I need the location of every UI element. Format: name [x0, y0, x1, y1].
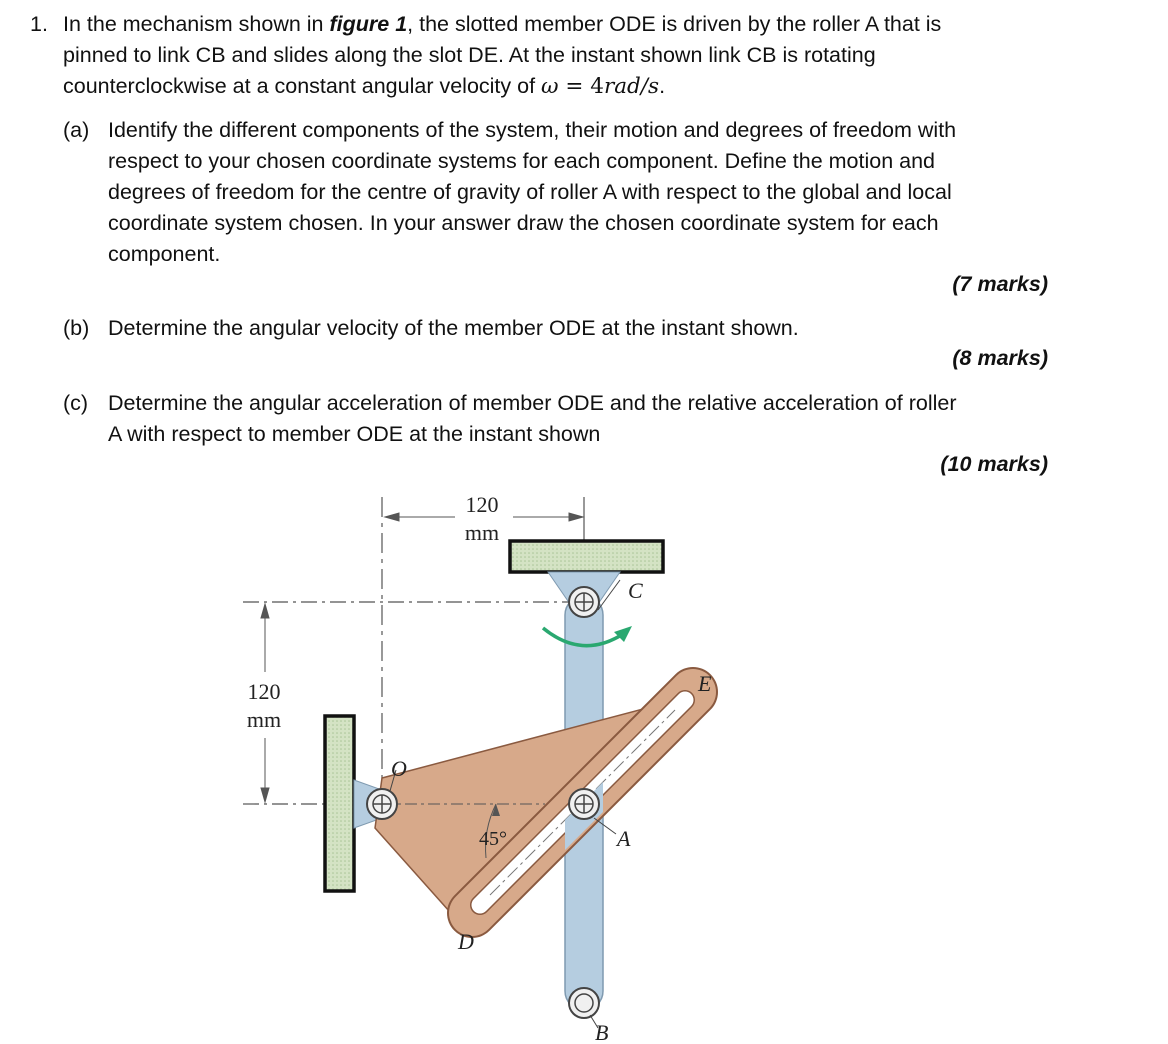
- label-e: E: [698, 671, 712, 696]
- part-c-line-2: A with respect to member ODE at the instant shown: [108, 422, 601, 446]
- part-a-label: (a): [63, 118, 90, 142]
- part-a-line-5: component.: [108, 242, 221, 266]
- label-d: D: [458, 929, 474, 954]
- dimension-v-value: 120: [247, 679, 281, 704]
- question-intro-line-2: pinned to link CB and slides along the slot DE. At the instant shown link CB is rotating: [63, 43, 876, 67]
- intro-text-3a: counterclockwise at a constant angular velocity of: [63, 74, 542, 98]
- omega-unit: rad/s: [603, 74, 660, 99]
- equals-sign: =: [558, 74, 591, 99]
- dimension-h-value: 120: [465, 492, 499, 517]
- part-a-line-4: coordinate system chosen. In your answer draw the chosen coordinate system for each: [108, 211, 939, 235]
- part-c-marks: (10 marks): [940, 452, 1048, 476]
- dimension-h-arrow-left: [385, 513, 399, 521]
- dimension-v-arrow-bottom: [261, 788, 269, 802]
- omega-symbol: ω: [541, 74, 559, 99]
- part-c-line-1: Determine the angular acceleration of member ODE and the relative acceleration of roller: [108, 391, 957, 415]
- dimension-h-unit: mm: [464, 520, 500, 545]
- label-b: B: [595, 1020, 609, 1044]
- part-b-line-1: Determine the angular velocity of the member ODE at the instant shown.: [108, 316, 799, 340]
- roller-a: [569, 789, 599, 819]
- intro-text-1a: In the mechanism shown in: [63, 12, 330, 36]
- label-a: A: [617, 826, 631, 851]
- dimension-v-unit: mm: [246, 707, 282, 732]
- top-fixed-support: [510, 541, 663, 572]
- label-o: O: [391, 756, 407, 781]
- angle-label: 45°: [479, 828, 507, 850]
- part-a-marks: (7 marks): [952, 272, 1048, 296]
- intro-text-1b: , the slotted member ODE is driven by the roller A that is: [407, 12, 942, 36]
- part-a-line-1: Identify the different components of the system, their motion and degrees of freedom with: [108, 118, 957, 142]
- pin-c: [569, 587, 599, 617]
- figure-reference: figure 1: [329, 12, 408, 36]
- part-b-label: (b): [63, 316, 90, 340]
- pin-b: [569, 988, 599, 1018]
- dimension-h-arrow-right: [569, 513, 583, 521]
- part-a-line-3: degrees of freedom for the centre of gravity of roller A with respect to the global and local: [108, 180, 952, 204]
- part-b-marks: (8 marks): [952, 346, 1048, 370]
- part-a-line-2: respect to your chosen coordinate systems for each component. Define the motion and: [108, 149, 936, 173]
- dimension-v-arrow-top: [261, 604, 269, 618]
- label-c: C: [628, 578, 643, 603]
- part-c-label: (c): [63, 391, 89, 415]
- pin-o: [367, 789, 397, 819]
- left-fixed-support: [325, 716, 354, 891]
- omega-value: 4: [590, 74, 604, 99]
- intro-period: .: [659, 74, 666, 98]
- question-number: 1.: [30, 12, 48, 36]
